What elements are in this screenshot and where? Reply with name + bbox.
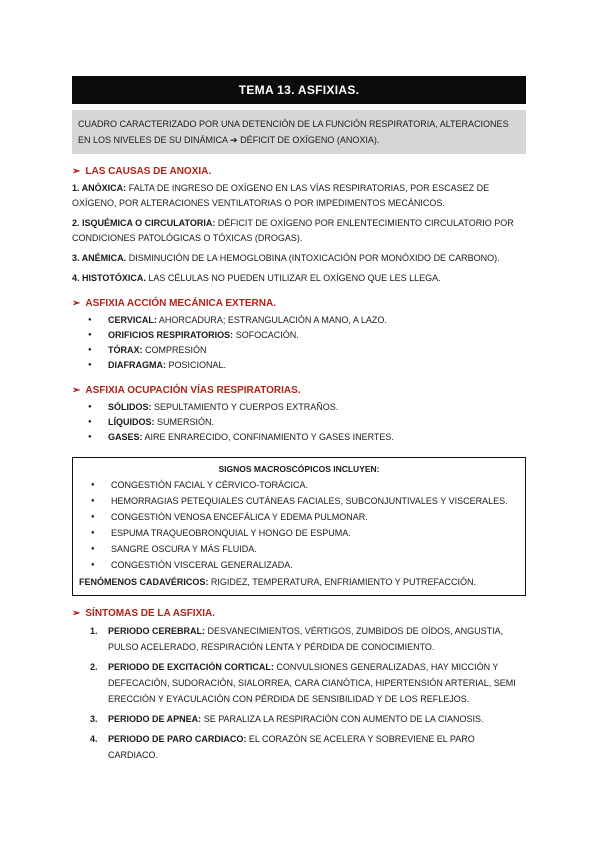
item-label: PERIODO DE EXCITACIÓN CORTICAL: xyxy=(108,662,274,672)
item-text: EL CORAZÓN SE ACELERA Y SOBREVIENE EL PARO CARDIACO. xyxy=(108,734,475,760)
section-heading-symptoms xyxy=(72,608,526,619)
list-item xyxy=(88,415,526,430)
item-label: PERIODO CEREBRAL: xyxy=(108,626,206,636)
item-number: 1. xyxy=(90,626,98,636)
section-heading-text: ASFIXIA OCUPACIÓN VÍAS RESPIRATORIAS. xyxy=(85,385,301,396)
document-page xyxy=(72,76,526,767)
cause-item xyxy=(72,271,526,286)
list-item xyxy=(88,328,526,343)
list-item xyxy=(88,358,526,373)
list-item xyxy=(72,659,526,707)
arrow-icon: ➢ xyxy=(72,166,81,177)
list-item xyxy=(72,711,526,727)
cause-text: DISMINUCIÓN DE LA HEMOGLOBINA (INTOXICACIÓN POR MONÓXIDO DE CARBONO). xyxy=(128,253,500,263)
item-text: AHORCADURA; ESTRANGULACIÓN A MANO, A LAZO. xyxy=(158,315,387,325)
list-item: ● SANGRE OSCURA Y MÁS FLUIDA. xyxy=(91,541,519,557)
item-label: DIAFRAGMA: xyxy=(108,360,166,370)
item-text: DESVANECIMIENTOS, VÉRTIGOS, ZUMBIDOS DE OÍDOS, ANGUSTIA, PULSO ACELERADO, RESPIRACIÓN LENTA Y PÉRDIDA DE CONOCIMIENTO. xyxy=(108,626,504,652)
mechanical-list xyxy=(72,313,526,373)
item-label: PERIODO DE PARO CARDIACO: xyxy=(108,734,247,744)
cause-text: LAS CÉLULAS NO PUEDEN UTILIZAR EL OXÍGENO QUE LES LLEGA. xyxy=(148,273,441,283)
section-heading-occupation xyxy=(72,385,526,396)
section-heading-causes xyxy=(72,166,526,177)
section-heading-text: SÍNTOMAS DE LA ASFIXIA. xyxy=(85,608,216,619)
page-title: TEMA 13. ASFIXIAS. xyxy=(72,76,526,104)
arrow-icon: ➢ xyxy=(72,608,81,619)
item-number: 2. xyxy=(90,662,98,672)
item-text: SUMERSIÓN. xyxy=(157,417,215,427)
list-item xyxy=(72,731,526,763)
item-label: CERVICAL: xyxy=(108,315,157,325)
cause-text: DÉFICIT DE OXÍGENO POR ENLENTECIMIENTO CIRCULATORIO POR CONDICIONES PATOLÓGICAS O TÓXICAS (DROGAS). xyxy=(72,218,514,243)
item-number: 4. xyxy=(90,734,98,744)
list-item xyxy=(88,343,526,358)
cause-item xyxy=(72,181,526,211)
item-label: ORIFICIOS RESPIRATORIOS: xyxy=(108,330,234,340)
cause-text: FALTA DE INGRESO DE OXÍGENO EN LAS VÍAS RESPIRATORIAS, POR ESCASEZ DE OXÍGENO, POR ALTERACIONES VENTILATORIAS O POR IMPEDIMENTOS MECÁNICOS. xyxy=(72,183,490,208)
item-label: PERIODO DE APNEA: xyxy=(108,714,202,724)
arrow-icon: ➢ xyxy=(72,385,81,396)
cause-label: 2. ISQUÉMICA O CIRCULATORIA: xyxy=(72,218,216,228)
section-heading-text: LAS CAUSAS DE ANOXIA. xyxy=(85,166,212,177)
item-label: TÓRAX: xyxy=(108,345,143,355)
item-text: SE PARALIZA LA RESPIRACIÓN CON AUMENTO DE LA CIANOSIS. xyxy=(203,714,484,724)
item-label: GASES: xyxy=(108,432,143,442)
list-item xyxy=(88,400,526,415)
item-text: CONVULSIONES GENERALIZADAS, HAY MICCIÓN Y DEFECACIÓN, SUDORACIÓN, SIALORREA, CARA CIANÓTICA, HIPERTENSIÓN ARTERIAL, SEMI ERECCIÓN Y EYACULACIÓN CON PÉRDIDA DE SENSIBILIDAD Y DE LOS REFLEJOS. xyxy=(108,662,516,704)
arrow-icon: ➢ xyxy=(72,298,81,309)
cause-label: 3. ANÉMICA. xyxy=(72,253,127,263)
list-item: ● CONGESTIÓN FACIAL Y CÉRVICO-TORÁCICA. xyxy=(91,477,519,493)
item-text: COMPRESIÓN xyxy=(145,345,207,355)
item-text: SOFOCACIÓN. xyxy=(235,330,299,340)
cause-label: 4. HISTOTÓXICA. xyxy=(72,273,146,283)
cause-label: 1. ANÓXICA: xyxy=(72,183,127,193)
item-text: AIRE ENRARECIDO, CONFINAMIENTO Y GASES INERTES. xyxy=(144,432,394,442)
list-item: ● CONGESTIÓN VENOSA ENCEFÁLICA Y EDEMA PULMONAR. xyxy=(91,509,519,525)
cause-item xyxy=(72,216,526,246)
item-label: FENÓMENOS CADAVÉRICOS: xyxy=(79,577,209,587)
item-text: POSICIONAL. xyxy=(168,360,227,370)
item-number: 3. xyxy=(90,714,98,724)
list-item xyxy=(72,623,526,655)
list-item xyxy=(88,313,526,328)
item-label: SÓLIDOS: xyxy=(108,402,152,412)
section-heading-text: ASFIXIA ACCIÓN MECÁNICA EXTERNA. xyxy=(85,298,276,309)
section-heading-mechanical xyxy=(72,298,526,309)
list-item: ● ESPUMA TRAQUEOBRONQUIAL Y HONGO DE ESPUMA. xyxy=(91,525,519,541)
item-label: LÍQUIDOS: xyxy=(108,417,155,427)
signs-list xyxy=(79,477,519,573)
list-item: ● HEMORRAGIAS PETEQUIALES CUTÁNEAS FACIALES, SUBCONJUNTIVALES Y VISCERALES. xyxy=(91,493,519,509)
item-text: RIGIDEZ, TEMPERATURA, ENFRIAMIENTO Y PUTREFACCIÓN. xyxy=(210,577,477,587)
definition-box: CUADRO CARACTERIZADO POR UNA DETENCIÓN DE LA FUNCIÓN RESPIRATORIA, ALTERACIONES EN LOS NIVELES DE SU DINÁMICA ➔ DÉFICIT DE OXÍGENO (ANOXIA). xyxy=(72,110,526,154)
symptoms-list xyxy=(72,623,526,763)
list-item xyxy=(88,430,526,445)
macroscopic-signs-box xyxy=(72,457,526,596)
list-item: ● CONGESTIÓN VISCERAL GENERALIZADA. xyxy=(91,557,519,573)
cadaveric-phenomena xyxy=(79,574,519,590)
signs-title: SIGNOS MACROSCÓPICOS INCLUYEN: xyxy=(218,464,380,474)
cause-item xyxy=(72,251,526,266)
item-text: SEPULTAMIENTO Y CUERPOS EXTRAÑOS. xyxy=(154,402,339,412)
occupation-list xyxy=(72,400,526,445)
